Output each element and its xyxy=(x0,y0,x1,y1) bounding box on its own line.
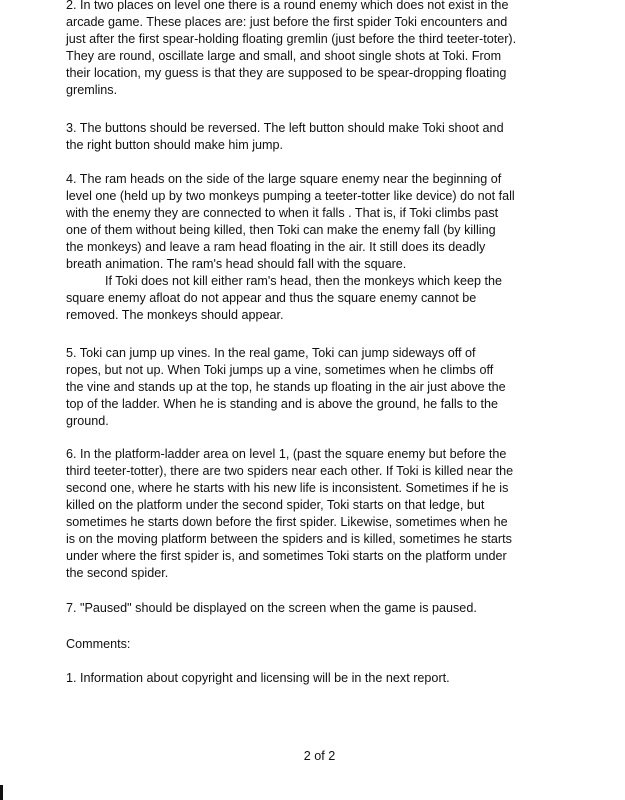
item-2-line-4: They are round, oscillate large and small, and shoot single shots at Toki. From xyxy=(66,49,502,63)
item-5-line-5: ground. xyxy=(66,414,109,428)
scan-mark xyxy=(0,785,3,800)
item-4-line-1: 4. The ram heads on the side of the large square enemy near the beginning of xyxy=(66,172,502,186)
item-6-line-7: under where the first spider is, and sometimes Toki starts on the platform under xyxy=(66,549,507,563)
item-5-line-4: top of the ladder. When he is standing and is above the ground, he falls to the xyxy=(66,397,498,411)
item-4-line-6: breath animation. The ram's head should fall with the square. xyxy=(66,257,407,271)
comment-1: 1. Information about copyright and licensing will be in the next report. xyxy=(66,671,450,685)
item-6-line-4: killed on the platform under the second spider, Toki starts on that ledge, but xyxy=(66,498,485,512)
item-6-line-5: sometimes he starts down before the first spider. Likewise, sometimes when he xyxy=(66,515,508,529)
item-2-line-1: 2. In two places on level one there is a round enemy which does not exist in the xyxy=(66,0,509,12)
item-4b-line-1: If Toki does not kill either ram's head, then the monkeys which keep the xyxy=(105,274,502,288)
item-4-line-4: one of them without being killed, then Toki can make the enemy fall (by killing xyxy=(66,223,496,237)
item-6-line-1: 6. In the platform-ladder area on level 1, (past the square enemy but before the xyxy=(66,447,507,461)
item-4b-line-2: square enemy afloat do not appear and thus the square enemy cannot be xyxy=(66,291,477,305)
item-2-line-6: gremlins. xyxy=(66,83,118,97)
item-6-line-3: second one, where he starts with his new life is inconsistent. Sometimes if he is xyxy=(66,481,509,495)
item-4b-line-3: removed. The monkeys should appear. xyxy=(66,308,284,322)
item-5-line-1: 5. Toki can jump up vines. In the real game, Toki can jump sideways off of xyxy=(66,346,476,360)
page-footer xyxy=(0,749,625,763)
item-2-line-2: arcade game. These places are: just before the first spider Toki encounters and xyxy=(66,15,508,29)
item-5-line-3: the vine and stands up at the top, he stands up floating in the air just above the xyxy=(66,380,506,394)
item-6-line-2: third teeter-totter), there are two spiders near each other. If Toki is killed near the xyxy=(66,464,514,478)
item-6-line-6: is on the moving platform between the spiders and is killed, sometimes he starts xyxy=(66,532,512,546)
item-2-line-5: their location, my guess is that they are supposed to be spear-dropping floating xyxy=(66,66,507,80)
item-4-line-5: the monkeys) and leave a ram head floating in the air. It still does its deadly xyxy=(66,240,486,254)
item-6-line-8: the second spider. xyxy=(66,566,169,580)
item-4-line-3: with the enemy they are connected to when it falls . That is, if Toki climbs past xyxy=(66,206,499,220)
item-5-line-2: ropes, but not up. When Toki jumps up a vine, sometimes when he climbs off xyxy=(66,363,494,377)
comments-heading: Comments: xyxy=(66,637,131,651)
item-4-line-2: level one (held up by two monkeys pumping a teeter-totter like device) do not fall xyxy=(66,189,515,203)
item-3-line-2: the right button should make him jump. xyxy=(66,138,284,152)
item-7-line-1: 7. "Paused" should be displayed on the screen when the game is paused. xyxy=(66,601,477,615)
page-number: 2 of 2 xyxy=(303,749,336,763)
item-2-line-3: just after the first spear-holding floating gremlin (just before the third teeter-toter). xyxy=(66,32,517,46)
item-3-line-1: 3. The buttons should be reversed. The left button should make Toki shoot and xyxy=(66,121,504,135)
